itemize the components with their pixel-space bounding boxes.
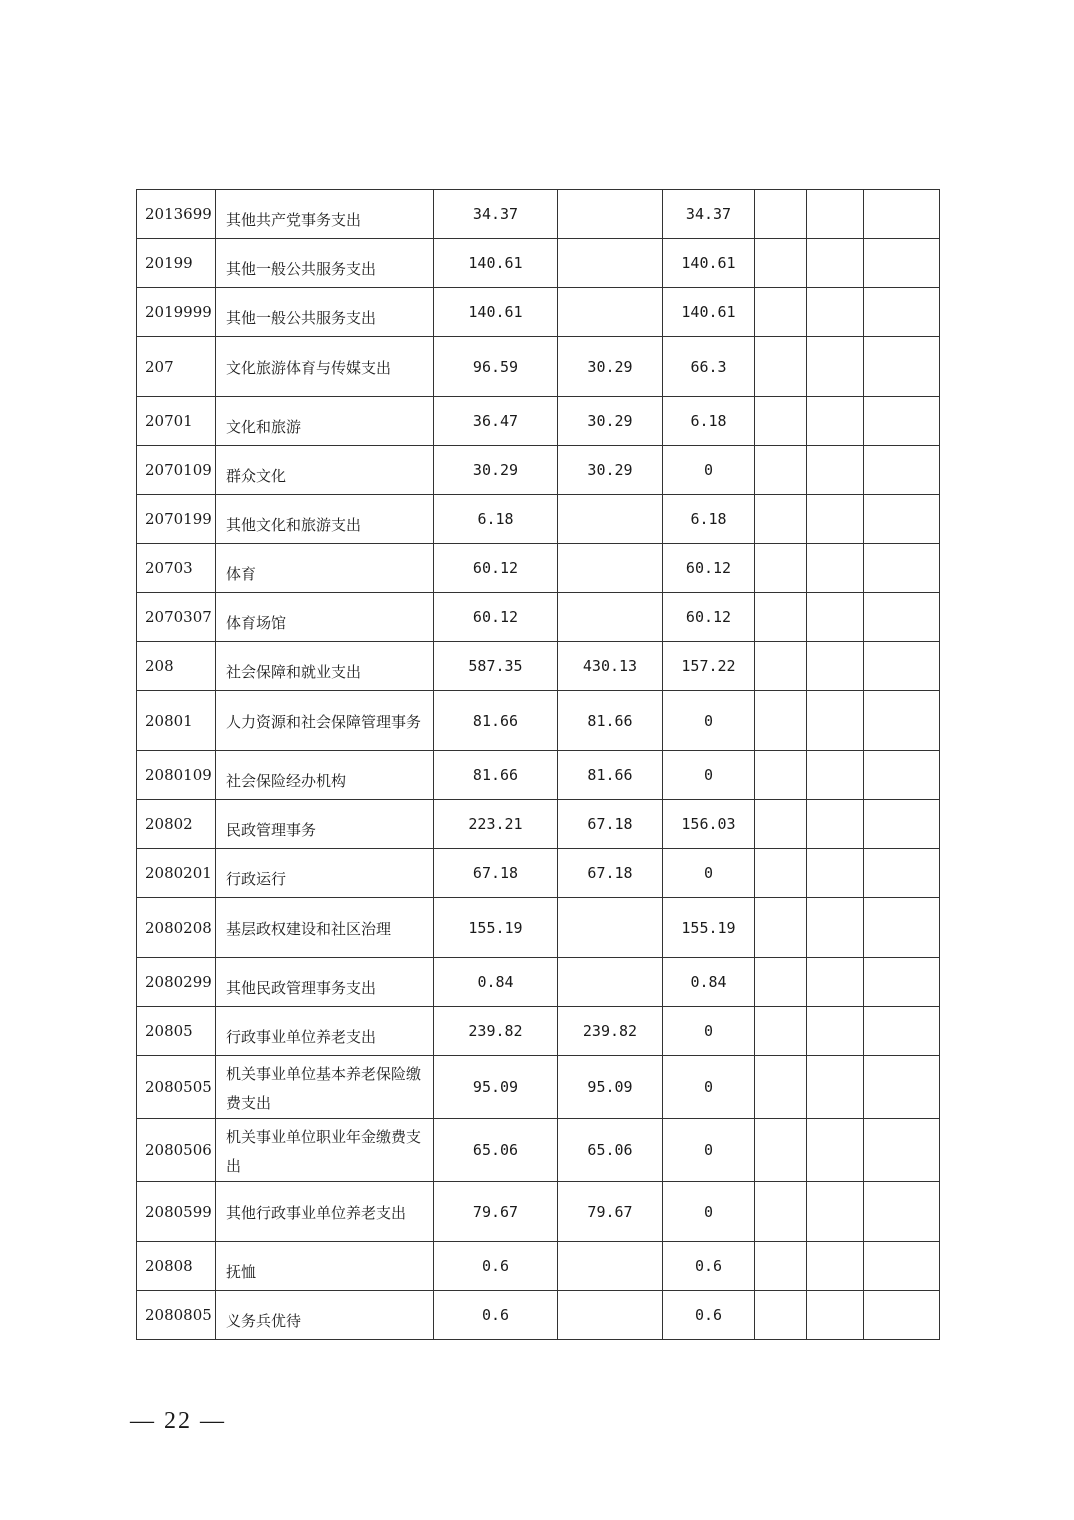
- name-cell: 其他一般公共服务支出: [216, 288, 434, 337]
- basic-cell: 81.66: [558, 691, 663, 751]
- blank-cell-3: [864, 397, 940, 446]
- project-cell: 0: [663, 446, 755, 495]
- project-cell: 60.12: [663, 544, 755, 593]
- total-cell: 0.6: [434, 1291, 558, 1340]
- blank-cell-3: [864, 190, 940, 239]
- project-cell: 0.84: [663, 958, 755, 1007]
- code-cell: 20199: [137, 239, 216, 288]
- blank-cell-3: [864, 495, 940, 544]
- total-cell: 155.19: [434, 898, 558, 958]
- table-row: [137, 691, 940, 751]
- blank-cell-2: [807, 593, 864, 642]
- table-row: [137, 849, 940, 898]
- blank-cell-2: [807, 1182, 864, 1242]
- total-cell: 81.66: [434, 691, 558, 751]
- total-cell: 587.35: [434, 642, 558, 691]
- code-cell: 2080805: [137, 1291, 216, 1340]
- blank-cell-2: [807, 849, 864, 898]
- code-cell: 2080505: [137, 1056, 216, 1119]
- total-cell: 223.21: [434, 800, 558, 849]
- blank-cell-2: [807, 1056, 864, 1119]
- table-row: [137, 1291, 940, 1340]
- project-cell: 140.61: [663, 239, 755, 288]
- project-cell: 0: [663, 849, 755, 898]
- blank-cell-3: [864, 958, 940, 1007]
- blank-cell-2: [807, 1242, 864, 1291]
- code-cell: 2080109: [137, 751, 216, 800]
- total-cell: 239.82: [434, 1007, 558, 1056]
- blank-cell-3: [864, 1182, 940, 1242]
- total-cell: 0.6: [434, 1242, 558, 1291]
- table-row: [137, 898, 940, 958]
- name-cell: 其他共产党事务支出: [216, 190, 434, 239]
- table-row: [137, 642, 940, 691]
- blank-cell-1: [755, 1119, 807, 1182]
- code-cell: 2080201: [137, 849, 216, 898]
- blank-cell-1: [755, 337, 807, 397]
- blank-cell-1: [755, 1242, 807, 1291]
- total-cell: 140.61: [434, 239, 558, 288]
- table-row: [137, 337, 940, 397]
- blank-cell-3: [864, 1291, 940, 1340]
- blank-cell-1: [755, 800, 807, 849]
- name-cell: 民政管理事务: [216, 800, 434, 849]
- code-cell: 20801: [137, 691, 216, 751]
- blank-cell-1: [755, 190, 807, 239]
- code-cell: 2070109: [137, 446, 216, 495]
- code-cell: 2019999: [137, 288, 216, 337]
- code-cell: 20805: [137, 1007, 216, 1056]
- blank-cell-1: [755, 446, 807, 495]
- basic-cell: [558, 288, 663, 337]
- blank-cell-3: [864, 1056, 940, 1119]
- project-cell: 0: [663, 1056, 755, 1119]
- basic-cell: 67.18: [558, 800, 663, 849]
- table-row: [137, 1182, 940, 1242]
- basic-cell: [558, 544, 663, 593]
- name-cell: 抚恤: [216, 1242, 434, 1291]
- table-row: [137, 239, 940, 288]
- table-row: [137, 190, 940, 239]
- code-cell: 20802: [137, 800, 216, 849]
- project-cell: 0: [663, 751, 755, 800]
- total-cell: 65.06: [434, 1119, 558, 1182]
- basic-cell: 95.09: [558, 1056, 663, 1119]
- blank-cell-2: [807, 397, 864, 446]
- name-cell: 其他行政事业单位养老支出: [216, 1182, 434, 1242]
- blank-cell-2: [807, 1119, 864, 1182]
- code-cell: 2080599: [137, 1182, 216, 1242]
- name-cell: 机关事业单位职业年金缴费支出: [216, 1119, 434, 1182]
- blank-cell-1: [755, 849, 807, 898]
- blank-cell-3: [864, 898, 940, 958]
- blank-cell-1: [755, 288, 807, 337]
- blank-cell-1: [755, 751, 807, 800]
- basic-cell: 79.67: [558, 1182, 663, 1242]
- blank-cell-2: [807, 642, 864, 691]
- blank-cell-3: [864, 751, 940, 800]
- total-cell: 60.12: [434, 593, 558, 642]
- table-row: [137, 446, 940, 495]
- table-row: [137, 397, 940, 446]
- total-cell: 95.09: [434, 1056, 558, 1119]
- blank-cell-3: [864, 1242, 940, 1291]
- blank-cell-3: [864, 288, 940, 337]
- code-cell: 2013699: [137, 190, 216, 239]
- blank-cell-1: [755, 898, 807, 958]
- blank-cell-3: [864, 544, 940, 593]
- blank-cell-2: [807, 239, 864, 288]
- code-cell: 2070199: [137, 495, 216, 544]
- table-row: [137, 544, 940, 593]
- name-cell: 社会保障和就业支出: [216, 642, 434, 691]
- blank-cell-1: [755, 1182, 807, 1242]
- basic-cell: 30.29: [558, 337, 663, 397]
- code-cell: 20701: [137, 397, 216, 446]
- basic-cell: [558, 1242, 663, 1291]
- table-row: [137, 958, 940, 1007]
- blank-cell-1: [755, 593, 807, 642]
- basic-cell: 30.29: [558, 397, 663, 446]
- basic-cell: [558, 593, 663, 642]
- name-cell: 行政事业单位养老支出: [216, 1007, 434, 1056]
- total-cell: 60.12: [434, 544, 558, 593]
- table-row: [137, 751, 940, 800]
- blank-cell-2: [807, 446, 864, 495]
- blank-cell-2: [807, 337, 864, 397]
- blank-cell-1: [755, 1291, 807, 1340]
- table-row: [137, 800, 940, 849]
- total-cell: 96.59: [434, 337, 558, 397]
- name-cell: 其他民政管理事务支出: [216, 958, 434, 1007]
- blank-cell-3: [864, 642, 940, 691]
- table-row: [137, 288, 940, 337]
- project-cell: 0: [663, 1007, 755, 1056]
- basic-cell: [558, 898, 663, 958]
- code-cell: 2070307: [137, 593, 216, 642]
- blank-cell-2: [807, 1007, 864, 1056]
- basic-cell: 430.13: [558, 642, 663, 691]
- blank-cell-3: [864, 1007, 940, 1056]
- table-row: [137, 1007, 940, 1056]
- total-cell: 34.37: [434, 190, 558, 239]
- project-cell: 0: [663, 691, 755, 751]
- blank-cell-2: [807, 898, 864, 958]
- blank-cell-3: [864, 800, 940, 849]
- table-row: [137, 1056, 940, 1119]
- blank-cell-2: [807, 288, 864, 337]
- blank-cell-2: [807, 751, 864, 800]
- blank-cell-1: [755, 1056, 807, 1119]
- code-cell: 2080208: [137, 898, 216, 958]
- name-cell: 体育: [216, 544, 434, 593]
- name-cell: 人力资源和社会保障管理事务: [216, 691, 434, 751]
- name-cell: 群众文化: [216, 446, 434, 495]
- project-cell: 0.6: [663, 1242, 755, 1291]
- name-cell: 文化旅游体育与传媒支出: [216, 337, 434, 397]
- project-cell: 156.03: [663, 800, 755, 849]
- name-cell: 机关事业单位基本养老保险缴费支出: [216, 1056, 434, 1119]
- name-cell: 行政运行: [216, 849, 434, 898]
- blank-cell-3: [864, 446, 940, 495]
- total-cell: 36.47: [434, 397, 558, 446]
- project-cell: 66.3: [663, 337, 755, 397]
- table-row: [137, 495, 940, 544]
- name-cell: 其他文化和旅游支出: [216, 495, 434, 544]
- code-cell: 2080299: [137, 958, 216, 1007]
- code-cell: 208: [137, 642, 216, 691]
- blank-cell-2: [807, 1291, 864, 1340]
- blank-cell-2: [807, 544, 864, 593]
- project-cell: 6.18: [663, 495, 755, 544]
- blank-cell-1: [755, 958, 807, 1007]
- blank-cell-1: [755, 642, 807, 691]
- blank-cell-1: [755, 544, 807, 593]
- total-cell: 79.67: [434, 1182, 558, 1242]
- code-cell: 20703: [137, 544, 216, 593]
- budget-table: [136, 189, 940, 1340]
- table-row: [137, 1242, 940, 1291]
- total-cell: 140.61: [434, 288, 558, 337]
- basic-cell: 65.06: [558, 1119, 663, 1182]
- basic-cell: [558, 190, 663, 239]
- name-cell: 社会保险经办机构: [216, 751, 434, 800]
- code-cell: 2080506: [137, 1119, 216, 1182]
- total-cell: 6.18: [434, 495, 558, 544]
- blank-cell-1: [755, 495, 807, 544]
- basic-cell: 30.29: [558, 446, 663, 495]
- table-row: [137, 593, 940, 642]
- basic-cell: [558, 1291, 663, 1340]
- blank-cell-2: [807, 691, 864, 751]
- blank-cell-3: [864, 593, 940, 642]
- basic-cell: 67.18: [558, 849, 663, 898]
- blank-cell-1: [755, 239, 807, 288]
- blank-cell-1: [755, 1007, 807, 1056]
- project-cell: 6.18: [663, 397, 755, 446]
- blank-cell-1: [755, 691, 807, 751]
- page-number: — 22 —: [130, 1408, 226, 1434]
- name-cell: 义务兵优待: [216, 1291, 434, 1340]
- blank-cell-3: [864, 1119, 940, 1182]
- project-cell: 60.12: [663, 593, 755, 642]
- total-cell: 30.29: [434, 446, 558, 495]
- project-cell: 155.19: [663, 898, 755, 958]
- code-cell: 207: [137, 337, 216, 397]
- blank-cell-1: [755, 397, 807, 446]
- table-body: [137, 190, 940, 1340]
- blank-cell-2: [807, 190, 864, 239]
- project-cell: 0: [663, 1182, 755, 1242]
- basic-cell: [558, 958, 663, 1007]
- name-cell: 体育场馆: [216, 593, 434, 642]
- name-cell: 其他一般公共服务支出: [216, 239, 434, 288]
- name-cell: 基层政权建设和社区治理: [216, 898, 434, 958]
- code-cell: 20808: [137, 1242, 216, 1291]
- basic-cell: 239.82: [558, 1007, 663, 1056]
- project-cell: 34.37: [663, 190, 755, 239]
- table-row: [137, 1119, 940, 1182]
- total-cell: 0.84: [434, 958, 558, 1007]
- total-cell: 81.66: [434, 751, 558, 800]
- basic-cell: [558, 239, 663, 288]
- total-cell: 67.18: [434, 849, 558, 898]
- project-cell: 0.6: [663, 1291, 755, 1340]
- project-cell: 157.22: [663, 642, 755, 691]
- blank-cell-3: [864, 691, 940, 751]
- blank-cell-3: [864, 337, 940, 397]
- project-cell: 0: [663, 1119, 755, 1182]
- basic-cell: [558, 495, 663, 544]
- blank-cell-2: [807, 495, 864, 544]
- blank-cell-2: [807, 958, 864, 1007]
- blank-cell-3: [864, 239, 940, 288]
- blank-cell-2: [807, 800, 864, 849]
- name-cell: 文化和旅游: [216, 397, 434, 446]
- project-cell: 140.61: [663, 288, 755, 337]
- basic-cell: 81.66: [558, 751, 663, 800]
- blank-cell-3: [864, 849, 940, 898]
